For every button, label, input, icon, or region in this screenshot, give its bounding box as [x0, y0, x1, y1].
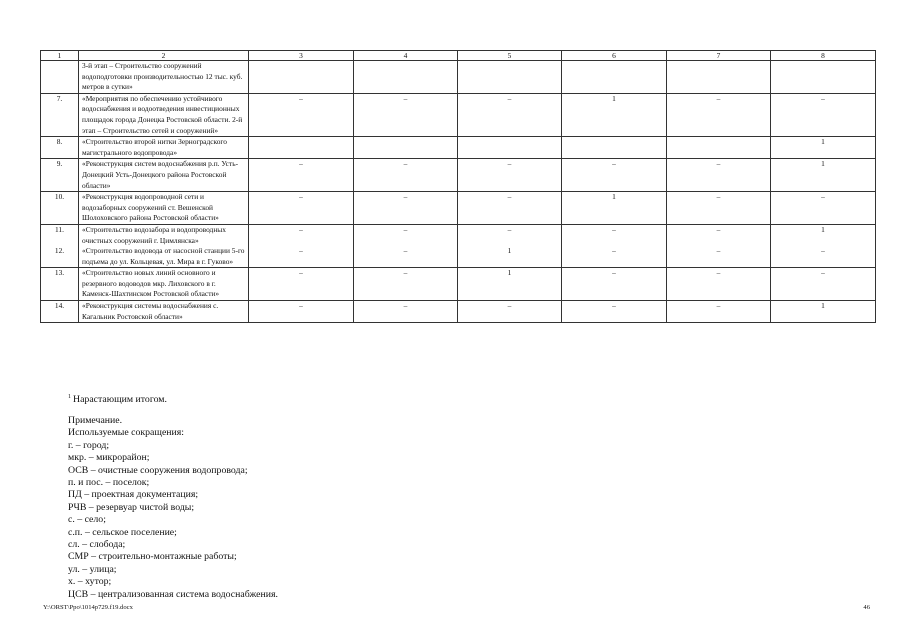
row-value [771, 61, 876, 94]
row-value: – [458, 159, 562, 192]
abbreviations-list [68, 440, 278, 601]
row-value: – [667, 159, 771, 192]
row-value: – [458, 301, 562, 323]
table-row [41, 159, 876, 192]
row-value [354, 137, 458, 159]
row-name: «Реконструкция систем водоснабжения р.п. Усть-Донецкий Усть-Донецкого района Ростовской области» [79, 159, 249, 192]
row-value: – [771, 268, 876, 301]
row-value: – [249, 268, 354, 301]
row-value: – [354, 301, 458, 323]
row-number: 9. [41, 159, 79, 192]
row-value [667, 61, 771, 94]
row-value: – [667, 268, 771, 301]
row-value: – [458, 224, 562, 246]
row-value: – [249, 301, 354, 323]
row-value: – [354, 268, 458, 301]
column-header: 1 [41, 51, 79, 61]
footnote [68, 391, 167, 406]
column-header: 6 [562, 51, 667, 61]
row-value: 1 [771, 159, 876, 192]
table-row [41, 224, 876, 246]
abbreviation-item: г. – город; [68, 439, 110, 451]
row-value: – [562, 224, 667, 246]
row-value: – [667, 192, 771, 225]
row-value [249, 137, 354, 159]
row-number: 13. [41, 268, 79, 301]
notes-subtitle: Используемые сокращения: [68, 427, 185, 439]
row-value: – [562, 159, 667, 192]
row-value: 1 [458, 246, 562, 268]
row-value: 1 [458, 268, 562, 301]
row-value: – [771, 93, 876, 136]
row-value: 1 [562, 93, 667, 136]
abbreviation-item: п. и пос. – поселок; [68, 477, 150, 489]
row-value: – [249, 224, 354, 246]
row-value: – [249, 159, 354, 192]
program-table [40, 50, 876, 323]
row-name: «Строительство новых линий основного и резервного водоводов мкр. Лиховского в г. Каменск-Шахтинском Ростовской области» [79, 268, 249, 301]
table-row [41, 61, 876, 94]
row-value: – [249, 93, 354, 136]
abbreviation-item: ПД – проектная документация; [68, 489, 199, 501]
abbreviation-item: РЧВ – резервуар чистой воды; [68, 501, 195, 513]
column-header: 4 [354, 51, 458, 61]
row-value: – [667, 301, 771, 323]
column-header: 3 [249, 51, 354, 61]
row-value: – [771, 192, 876, 225]
row-value [249, 61, 354, 94]
table-header-row [41, 51, 876, 61]
row-value: – [458, 93, 562, 136]
table-row [41, 137, 876, 159]
row-name: «Строительство водозабора и водопроводных очистных сооружений г. Цимлянска» [79, 224, 249, 246]
row-number: 14. [41, 301, 79, 323]
table-body [41, 61, 876, 323]
footnote-mark: 1 [68, 394, 71, 400]
row-value: – [667, 246, 771, 268]
file-path: Y:\ORST\Ppo\1014p729.f19.docx [43, 604, 133, 611]
row-value: – [562, 301, 667, 323]
abbreviation-item: ул. – улица; [68, 563, 117, 575]
abbreviation-item: с.п. – сельское поселение; [68, 526, 177, 538]
table-row [41, 192, 876, 225]
row-value [354, 61, 458, 94]
row-value: 1 [771, 301, 876, 323]
row-value [562, 137, 667, 159]
abbreviation-item: мкр. – микрорайон; [68, 452, 150, 464]
row-value: – [562, 246, 667, 268]
row-value: – [354, 192, 458, 225]
column-header: 8 [771, 51, 876, 61]
row-number: 12. [41, 246, 79, 268]
row-value: – [458, 192, 562, 225]
column-header: 2 [79, 51, 249, 61]
row-value: – [354, 224, 458, 246]
row-value: – [354, 93, 458, 136]
row-name: «Строительство водовода от насосной станции 5-го подъема до ул. Кольцевая, ул. Мира в г. Гуково» [79, 246, 249, 268]
row-name: «Реконструкция системы водоснабжения с. Кагальник Ростовской области» [79, 301, 249, 323]
table-row [41, 246, 876, 268]
row-value: – [354, 159, 458, 192]
row-number: 8. [41, 137, 79, 159]
row-name: «Мероприятия по обеспечению устойчивого водоснабжения и водоотведения инвестиционных площадок города Донецка Ростовской области. 2-й этап – Строительство сетей и сооружений» [79, 93, 249, 136]
row-name: «Реконструкция водопроводной сети и водозаборных сооружений ст. Вешенской Шолоховского района Ростовской области» [79, 192, 249, 225]
row-value: 1 [771, 137, 876, 159]
abbreviation-item: СМР – строительно-монтажные работы; [68, 551, 237, 563]
column-header: 5 [458, 51, 562, 61]
table-row [41, 268, 876, 301]
row-value: – [249, 246, 354, 268]
row-value: – [562, 268, 667, 301]
row-name: «Строительство второй нитки Зерноградского магистрального водопровода» [79, 137, 249, 159]
row-value [458, 61, 562, 94]
row-number: 7. [41, 93, 79, 136]
row-value: 1 [771, 224, 876, 246]
abbreviation-item: сл. – слобода; [68, 539, 126, 551]
row-value: – [354, 246, 458, 268]
notes-section [68, 415, 278, 601]
row-value [667, 137, 771, 159]
row-number: 11. [41, 224, 79, 246]
row-value: – [249, 192, 354, 225]
abbreviation-item: х. – хутор; [68, 576, 112, 588]
row-value [562, 61, 667, 94]
notes-title: Примечание. [68, 415, 123, 426]
abbreviation-item: ЦСВ – централизованная система водоснабжения. [68, 588, 278, 600]
row-value: 1 [562, 192, 667, 225]
page-number: 46 [863, 604, 870, 611]
row-value: – [771, 246, 876, 268]
row-value [458, 137, 562, 159]
abbreviation-item: с. – село; [68, 514, 106, 526]
footnote-text: Нарастающим итогом. [73, 394, 167, 405]
row-value: – [667, 93, 771, 136]
table-row [41, 93, 876, 136]
column-header: 7 [667, 51, 771, 61]
row-number: 10. [41, 192, 79, 225]
row-name: 3-й этап – Строительство сооружений водоподготовки производительностью 12 тыс. куб. метров в сутки» [79, 61, 249, 94]
row-number [41, 61, 79, 94]
table-row [41, 301, 876, 323]
abbreviation-item: ОСВ – очистные сооружения водопровода; [68, 464, 248, 476]
row-value: – [667, 224, 771, 246]
